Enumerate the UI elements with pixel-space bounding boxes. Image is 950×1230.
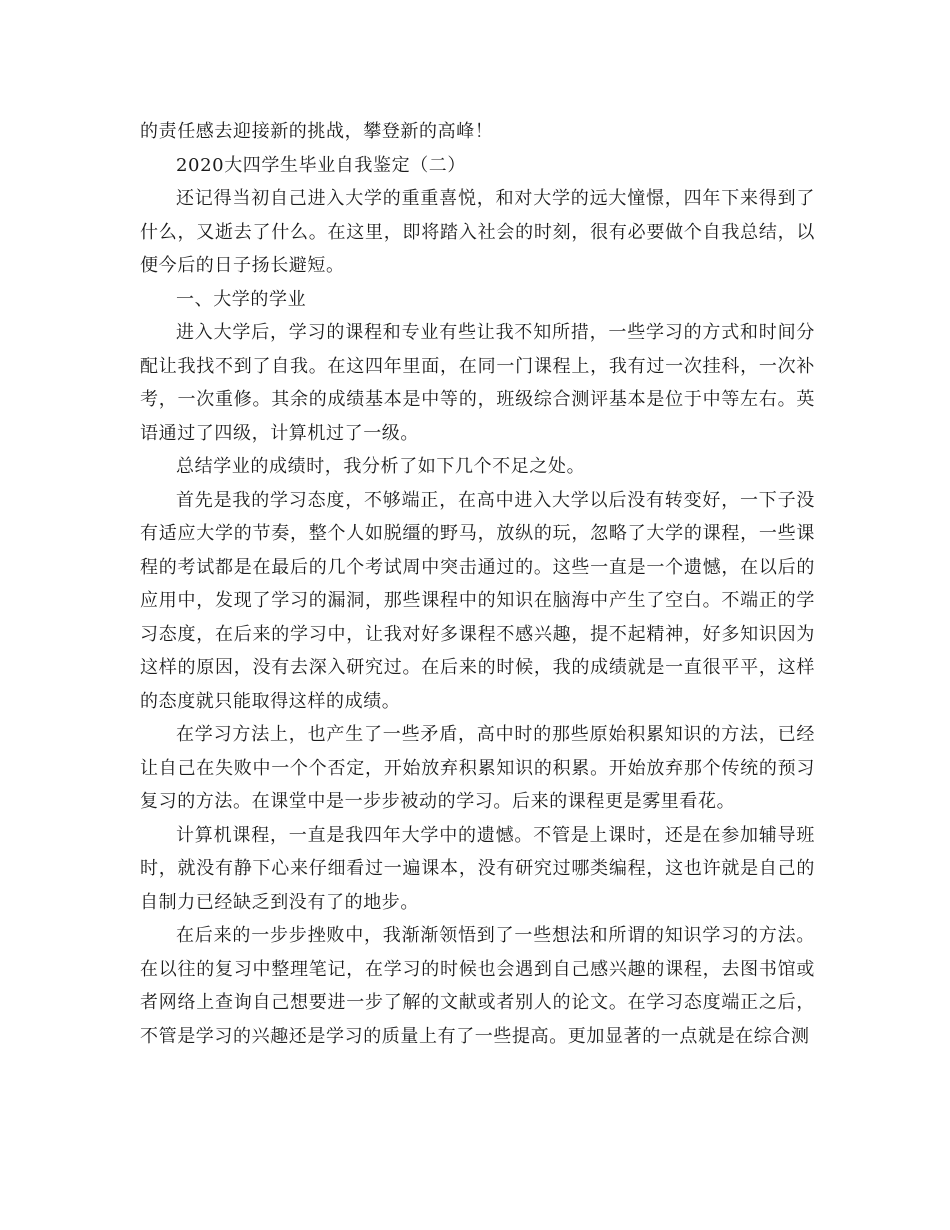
document-body (140, 115, 815, 1053)
paragraph-intro: 还记得当初自己进入大学的重重喜悦，和对大学的远大憧憬，四年下来得到了什么，又逝去了什么。在这里，即将踏入社会的时刻，很有必要做个自我总结，以便今后的日子扬长避短。 (140, 188, 815, 276)
paragraph-computer-course: 计算机课程，一直是我四年大学中的遗憾。不管是上课时，还是在参加辅导班时，就没有静下心来仔细看过一遍课本，没有研究过哪类编程，这也许就是自己的自制力已经缺乏到没有了的地步。 (140, 824, 815, 913)
paragraph-shortcomings-intro: 总结学业的成绩时，我分析了如下几个不足之处。 (176, 456, 586, 477)
subsection-heading-academics: 一、大学的学业 (176, 288, 307, 310)
paragraph-study-attitude: 首先是我的学习态度，不够端正，在高中进入大学以后没有转变好，一下子没有适应大学的节奏，整个人如脱缰的野马，放纵的玩，忽略了大学的课程，一些课程的考试都是在最后的几个考试周中突击通过的。这些一直是一个遗憾，在以后的应用中，发现了学习的漏洞，那些课程中的知识在脑海中产生了空白。不端正的学习态度，在后来的学习中，让我对好多课程不感兴趣，提不起精神，好多知识因为这样的原因，没有去深入研究过。在后来的时候，我的成绩就是一直很平平，这样的态度就只能取得这样的成绩。 (140, 489, 815, 712)
paragraph-study-method: 在学习方法上，也产生了一些矛盾，高中时的那些原始积累知识的方法，已经让自己在失败中一个个否定，开始放弃积累知识的积累。开始放弃那个传统的预习复习的方法。在课堂中是一步步被动的学习。后来的课程更是雾里看花。 (140, 724, 815, 812)
paragraph-improvement: 在后来的一步步挫败中，我渐渐领悟到了一些想法和所谓的知识学习的方法。在以往的复习中整理笔记，在学习的时候也会遇到自己感兴趣的课程，去图书馆或者网络上查询自己想要进一步了解的文献或者别人的论文。在学习态度端正之后，不管是学习的兴趣还是学习的质量上有了一些提高。更加显著的一点就是在综合测 (140, 925, 815, 1047)
paragraph-continuation: 的责任感去迎接新的挑战，攀登新的高峰！ (140, 121, 494, 142)
paragraph-academic-overview: 进入大学后，学习的课程和专业有些让我不知所措，一些学习的方式和时间分配让我找不到了自我。在这四年里面，在同一门课程上，我有过一次挂科，一次补考，一次重修。其余的成绩基本是中等的，班级综合测评基本是位于中等左右。英语通过了四级，计算机过了一级。 (140, 322, 815, 444)
section-title: 2020大四学生毕业自我鉴定（二） (176, 154, 467, 176)
